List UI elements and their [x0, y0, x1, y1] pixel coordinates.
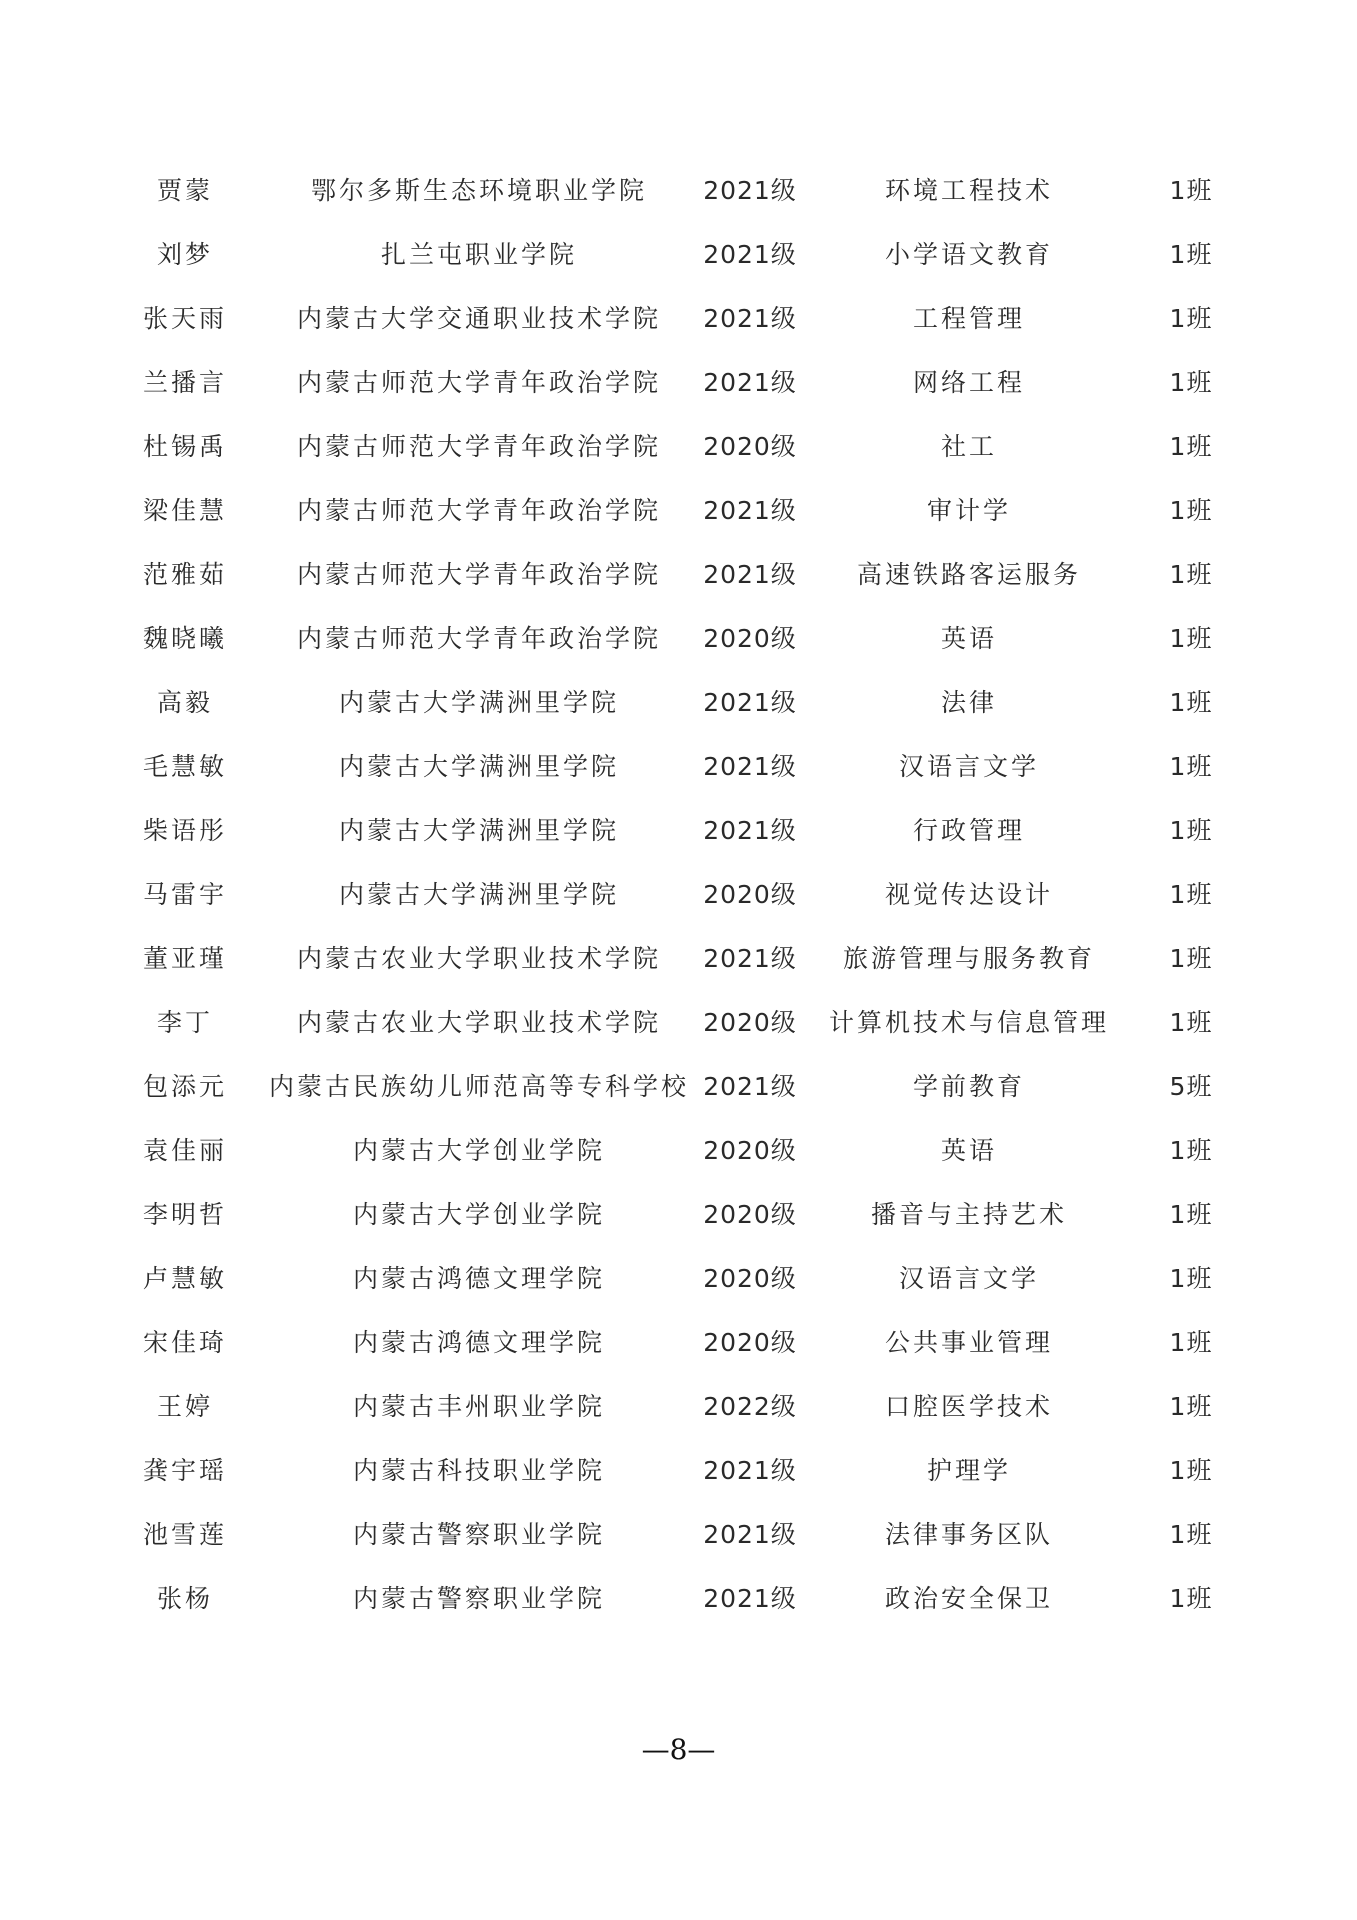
student-name: 兰播言: [142, 368, 228, 397]
grade-year: 2020级: [703, 1328, 797, 1357]
roster-row: [110, 1584, 1280, 1648]
student-roster: [110, 176, 1280, 1648]
class-number: 1班: [1169, 304, 1213, 333]
grade-year: 2021级: [703, 1520, 797, 1549]
school-name: 内蒙古大学创业学院: [352, 1136, 606, 1165]
roster-row: [110, 432, 1280, 496]
major-name: 政治安全保卫: [884, 1584, 1054, 1613]
grade-year: 2020级: [703, 1264, 797, 1293]
grade-year: 2021级: [703, 1584, 797, 1613]
student-name: 李丁: [156, 1008, 214, 1037]
student-name: 张天雨: [142, 304, 228, 333]
school-name: 内蒙古科技职业学院: [352, 1456, 606, 1485]
roster-row: [110, 560, 1280, 624]
class-number: 5班: [1169, 1072, 1213, 1101]
student-name: 龚宇瑶: [142, 1456, 228, 1485]
major-name: 计算机技术与信息管理: [828, 1008, 1110, 1037]
major-name: 法律事务区队: [884, 1520, 1054, 1549]
class-number: 1班: [1169, 752, 1213, 781]
student-name: 池雪莲: [142, 1520, 228, 1549]
school-name: 内蒙古警察职业学院: [352, 1520, 606, 1549]
school-name: 扎兰屯职业学院: [380, 240, 578, 269]
student-name: 卢慧敏: [142, 1264, 228, 1293]
school-name: 内蒙古师范大学青年政治学院: [296, 496, 662, 525]
major-name: 环境工程技术: [884, 176, 1054, 205]
grade-year: 2020级: [703, 1200, 797, 1229]
school-name: 内蒙古师范大学青年政治学院: [296, 432, 662, 461]
major-name: 护理学: [926, 1456, 1012, 1485]
class-number: 1班: [1169, 560, 1213, 589]
grade-year: 2021级: [703, 944, 797, 973]
roster-row: [110, 1072, 1280, 1136]
student-name: 马雷宇: [142, 880, 228, 909]
roster-row: [110, 1264, 1280, 1328]
class-number: 1班: [1169, 944, 1213, 973]
school-name: 内蒙古农业大学职业技术学院: [296, 944, 662, 973]
major-name: 英语: [940, 624, 998, 653]
grade-year: 2021级: [703, 496, 797, 525]
class-number: 1班: [1169, 240, 1213, 269]
class-number: 1班: [1169, 1328, 1213, 1357]
class-number: 1班: [1169, 1136, 1213, 1165]
roster-row: [110, 624, 1280, 688]
roster-row: [110, 944, 1280, 1008]
roster-row: [110, 1392, 1280, 1456]
student-name: 梁佳慧: [142, 496, 228, 525]
student-name: 包添元: [142, 1072, 228, 1101]
school-name: 内蒙古大学交通职业技术学院: [296, 304, 662, 333]
student-name: 李明哲: [142, 1200, 228, 1229]
roster-row: [110, 1200, 1280, 1264]
class-number: 1班: [1169, 1520, 1213, 1549]
major-name: 英语: [940, 1136, 998, 1165]
class-number: 1班: [1169, 496, 1213, 525]
major-name: 学前教育: [912, 1072, 1026, 1101]
school-name: 内蒙古师范大学青年政治学院: [296, 624, 662, 653]
roster-row: [110, 176, 1280, 240]
school-name: 内蒙古警察职业学院: [352, 1584, 606, 1613]
class-number: 1班: [1169, 368, 1213, 397]
grade-year: 2020级: [703, 1136, 797, 1165]
class-number: 1班: [1169, 1456, 1213, 1485]
student-name: 张杨: [156, 1584, 214, 1613]
major-name: 法律: [940, 688, 998, 717]
major-name: 播音与主持艺术: [870, 1200, 1068, 1229]
school-name: 内蒙古师范大学青年政治学院: [296, 560, 662, 589]
grade-year: 2021级: [703, 176, 797, 205]
roster-row: [110, 816, 1280, 880]
school-name: 内蒙古鸿德文理学院: [352, 1328, 606, 1357]
grade-year: 2021级: [703, 304, 797, 333]
student-name: 刘梦: [156, 240, 214, 269]
grade-year: 2021级: [703, 688, 797, 717]
student-name: 董亚瑾: [142, 944, 228, 973]
class-number: 1班: [1169, 624, 1213, 653]
major-name: 公共事业管理: [884, 1328, 1054, 1357]
class-number: 1班: [1169, 1264, 1213, 1293]
class-number: 1班: [1169, 816, 1213, 845]
major-name: 汉语言文学: [898, 752, 1040, 781]
roster-row: [110, 240, 1280, 304]
grade-year: 2021级: [703, 560, 797, 589]
grade-year: 2020级: [703, 1008, 797, 1037]
student-name: 范雅茹: [142, 560, 228, 589]
roster-row: [110, 368, 1280, 432]
major-name: 审计学: [926, 496, 1012, 525]
school-name: 内蒙古农业大学职业技术学院: [296, 1008, 662, 1037]
class-number: 1班: [1169, 688, 1213, 717]
school-name: 内蒙古大学满洲里学院: [338, 816, 620, 845]
school-name: 内蒙古民族幼儿师范高等专科学校: [268, 1072, 690, 1101]
school-name: 内蒙古大学创业学院: [352, 1200, 606, 1229]
grade-year: 2021级: [703, 368, 797, 397]
school-name: 内蒙古大学满洲里学院: [338, 752, 620, 781]
major-name: 行政管理: [912, 816, 1026, 845]
grade-year: 2020级: [703, 624, 797, 653]
roster-row: [110, 1008, 1280, 1072]
student-name: 王婷: [156, 1392, 214, 1421]
student-name: 杜锡禹: [142, 432, 228, 461]
roster-row: [110, 1136, 1280, 1200]
grade-year: 2021级: [703, 1456, 797, 1485]
roster-row: [110, 880, 1280, 944]
major-name: 视觉传达设计: [884, 880, 1054, 909]
grade-year: 2022级: [703, 1392, 797, 1421]
roster-row: [110, 304, 1280, 368]
class-number: 1班: [1169, 432, 1213, 461]
grade-year: 2020级: [703, 432, 797, 461]
class-number: 1班: [1169, 176, 1213, 205]
student-name: 贾蒙: [156, 176, 214, 205]
major-name: 汉语言文学: [898, 1264, 1040, 1293]
grade-year: 2020级: [703, 880, 797, 909]
student-name: 毛慧敏: [142, 752, 228, 781]
class-number: 1班: [1169, 1584, 1213, 1613]
class-number: 1班: [1169, 880, 1213, 909]
roster-row: [110, 1520, 1280, 1584]
major-name: 社工: [940, 432, 998, 461]
school-name: 内蒙古大学满洲里学院: [338, 688, 620, 717]
grade-year: 2021级: [703, 752, 797, 781]
grade-year: 2021级: [703, 1072, 797, 1101]
major-name: 工程管理: [912, 304, 1026, 333]
school-name: 内蒙古丰州职业学院: [352, 1392, 606, 1421]
major-name: 高速铁路客运服务: [856, 560, 1082, 589]
school-name: 内蒙古大学满洲里学院: [338, 880, 620, 909]
roster-row: [110, 496, 1280, 560]
student-name: 高毅: [156, 688, 214, 717]
student-name: 魏晓曦: [142, 624, 228, 653]
class-number: 1班: [1169, 1392, 1213, 1421]
roster-row: [110, 1456, 1280, 1520]
class-number: 1班: [1169, 1008, 1213, 1037]
student-name: 袁佳丽: [142, 1136, 228, 1165]
student-name: 柴语彤: [142, 816, 228, 845]
major-name: 网络工程: [912, 368, 1026, 397]
major-name: 旅游管理与服务教育: [842, 944, 1096, 973]
major-name: 小学语文教育: [884, 240, 1054, 269]
grade-year: 2021级: [703, 240, 797, 269]
roster-row: [110, 1328, 1280, 1392]
grade-year: 2021级: [703, 816, 797, 845]
page-number: —8—: [641, 1733, 716, 1766]
class-number: 1班: [1169, 1200, 1213, 1229]
student-name: 宋佳琦: [142, 1328, 228, 1357]
school-name: 鄂尔多斯生态环境职业学院: [310, 176, 648, 205]
roster-row: [110, 688, 1280, 752]
roster-row: [110, 752, 1280, 816]
major-name: 口腔医学技术: [884, 1392, 1054, 1421]
school-name: 内蒙古鸿德文理学院: [352, 1264, 606, 1293]
school-name: 内蒙古师范大学青年政治学院: [296, 368, 662, 397]
